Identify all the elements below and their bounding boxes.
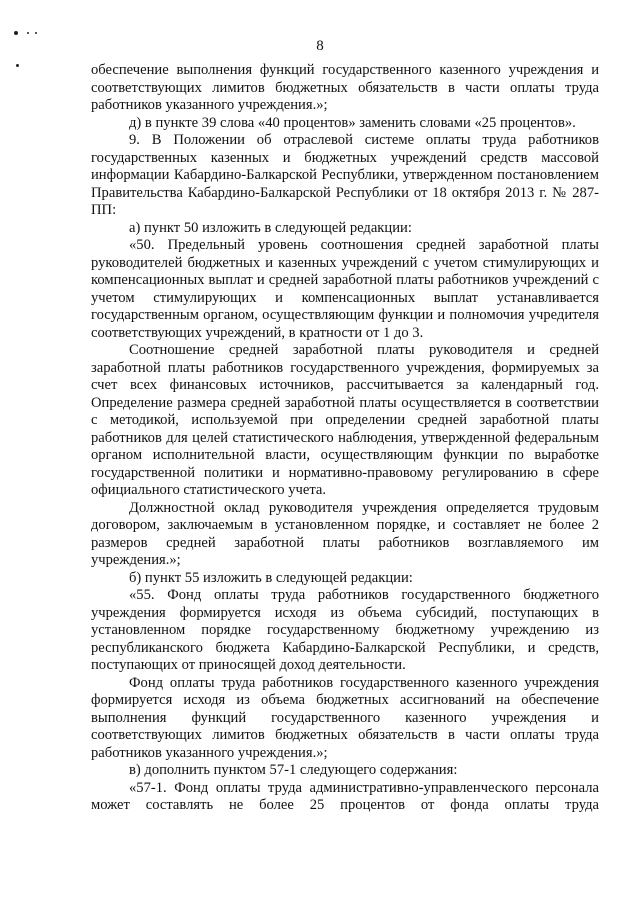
paragraph: Должностной оклад руководителя учреждения определяется трудовым договором, заключаемым в установленном порядке, и составляет не более 2 размеров средней заработной платы работников возглавляемого им учреждения.»; bbox=[91, 499, 599, 568]
paragraph: д) в пункте 39 слова «40 процентов» заменить словами «25 процентов». bbox=[129, 114, 576, 131]
paragraph: «55. Фонд оплаты труда работников государственного бюджетного учреждения формируется исходя из объема субсидий, поступающих в установленном порядке государственному бюджетному учреждению из республиканского бюджета Кабардино-Балкарской Республики, и средств, поступающих от приносящей доход деятельности. bbox=[91, 587, 599, 673]
page-number: 8 bbox=[316, 38, 324, 54]
scan-speck bbox=[27, 32, 29, 34]
paragraph: «50. Предельный уровень соотношения средней заработной платы руководителей бюджетных и казенных учреждений с учетом стимулирующих и компенсационных выплат и средней заработной платы работников учреждений с учетом стимулирующих и компенсационных выплат устанавливается государственным органом, осуществляющим функции и полномочия учредителя соответствующих учреждений, в кратности от 1 до 3. bbox=[91, 237, 599, 341]
scan-speck bbox=[14, 31, 18, 35]
paragraph: б) пункт 55 изложить в следующей редакции: bbox=[129, 569, 413, 586]
paragraph: а) пункт 50 изложить в следующей редакции: bbox=[129, 219, 412, 236]
paragraph: обеспечение выполнения функций государственного казенного учреждения и соответствующих лимитов бюджетных обязательств в части оплаты труда работников указанного учреждения.»; bbox=[91, 62, 599, 113]
document-body bbox=[91, 62, 599, 815]
paragraph: в) дополнить пунктом 57-1 следующего содержания: bbox=[129, 762, 458, 778]
scan-speck bbox=[35, 32, 37, 34]
scan-speck bbox=[16, 64, 19, 67]
paragraph: Соотношение средней заработной платы руководителя и средней заработной платы работников государственного учреждения, формируемых за счет всех финансовых источников, рассчитывается за календарный год. Определение размера средней заработной платы осуществляется в соответствии с методикой, используемой при определении средней заработной платы работников для целей статистического наблюдения, утвержденной федеральным органом исполнительной власти, осуществляющим функции по выработке государственной политики и нормативно-правовому регулированию в сфере официального статистического учета. bbox=[91, 342, 599, 498]
paragraph: «57-1. Фонд оплаты труда административно-управленческого персонала может составлять не более 25 процентов от фонда оплаты труда bbox=[91, 779, 599, 813]
paragraph: Фонд оплаты труда работников государственного казенного учреждения формируется исходя из объема бюджетных ассигнований на обеспечение выполнения функций государственного казенного учреждения и соответствующих лимитов бюджетных обязательств в части оплаты труда работников указанного учреждения.»; bbox=[91, 674, 599, 761]
paragraph: 9. В Положении об отраслевой системе оплаты труда работников государственных казенных и бюджетных учреждений средств массовой информации Кабардино-Балкарской Республики, утвержденном постановлением Правительства Кабардино-Балкарской Республики от 18 октября 2013 г. № 287-ПП: bbox=[91, 132, 599, 218]
